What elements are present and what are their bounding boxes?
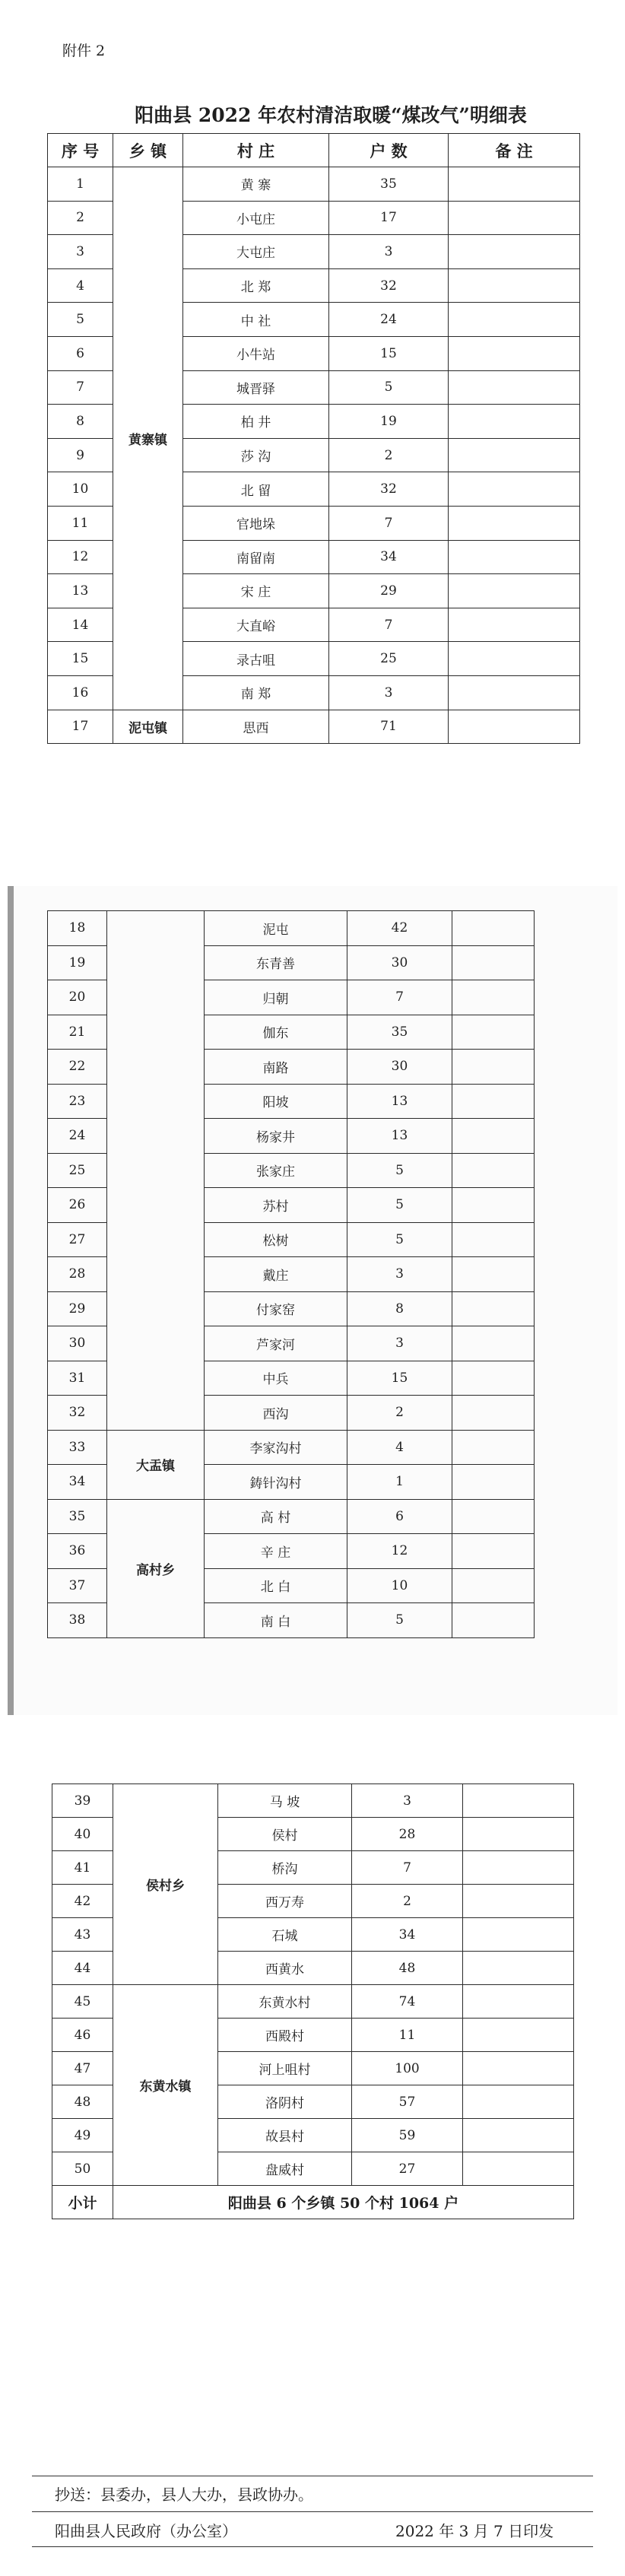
row-number: 3: [48, 235, 113, 269]
village-name: 北 白: [205, 1568, 347, 1603]
household-count: 15: [347, 1361, 452, 1396]
row-number: 7: [48, 370, 113, 405]
page-1: [0, 0, 625, 852]
town-cell: 黄寨镇: [113, 167, 183, 710]
row-number: 21: [48, 1015, 107, 1050]
scan-edge-left: [8, 886, 14, 1715]
village-name: 侯村: [218, 1818, 352, 1851]
table-row: [48, 1499, 535, 1534]
remark-cell: [452, 1084, 535, 1119]
document-title: 阳曲县 2022 年农村清洁取暖“煤改气”明细表: [135, 104, 527, 126]
row-number: 23: [48, 1084, 107, 1119]
household-count: 34: [329, 540, 449, 574]
remark-cell: [449, 370, 580, 405]
remark-cell: [463, 2052, 574, 2085]
header-no: 序 号: [48, 134, 113, 167]
header-households: 户 数: [329, 134, 449, 167]
household-count: 5: [347, 1222, 452, 1257]
remark-cell: [449, 303, 580, 337]
remark-cell: [449, 438, 580, 472]
remark-cell: [452, 980, 535, 1015]
household-count: 15: [329, 336, 449, 370]
household-count: 35: [347, 1015, 452, 1050]
household-count: 6: [347, 1499, 452, 1534]
village-name: 小屯庄: [183, 201, 329, 235]
village-name: 东黄水村: [218, 1985, 352, 2019]
village-name: 辛 庄: [205, 1534, 347, 1569]
page-2: [8, 886, 617, 1715]
issuer: 阳曲县人民政府（办公室）: [55, 2522, 237, 2540]
village-name: 中 社: [183, 303, 329, 337]
row-number: 30: [48, 1326, 107, 1361]
remark-cell: [452, 1188, 535, 1223]
remark-cell: [463, 2085, 574, 2119]
row-number: 39: [52, 1784, 113, 1818]
row-number: 15: [48, 642, 113, 676]
row-number: 33: [48, 1430, 107, 1465]
remark-cell: [449, 167, 580, 202]
row-number: 12: [48, 540, 113, 574]
village-name: 故县村: [218, 2119, 352, 2152]
remark-cell: [452, 1326, 535, 1361]
household-count: 57: [352, 2085, 463, 2119]
household-count: 7: [329, 608, 449, 642]
row-number: 48: [52, 2085, 113, 2119]
village-name: 河上咀村: [218, 2052, 352, 2085]
row-number: 11: [48, 506, 113, 540]
row-number: 29: [48, 1291, 107, 1326]
household-count: 3: [352, 1784, 463, 1818]
household-count: 24: [329, 303, 449, 337]
village-name: 西殿村: [218, 2019, 352, 2052]
household-count: 3: [347, 1257, 452, 1292]
remark-cell: [463, 1918, 574, 1952]
remark-cell: [449, 268, 580, 303]
household-count: 74: [352, 1985, 463, 2019]
row-number: 4: [48, 268, 113, 303]
household-count: 5: [347, 1603, 452, 1638]
remark-cell: [463, 1885, 574, 1918]
row-number: 40: [52, 1818, 113, 1851]
village-name: 黄 寨: [183, 167, 329, 202]
village-name: 苏村: [205, 1188, 347, 1223]
household-count: 2: [329, 438, 449, 472]
household-count: 3: [329, 235, 449, 269]
village-name: 宋 庄: [183, 574, 329, 608]
remark-cell: [449, 201, 580, 235]
household-count: 5: [329, 370, 449, 405]
row-number: 41: [52, 1851, 113, 1885]
remark-cell: [449, 675, 580, 710]
remark-cell: [452, 945, 535, 980]
row-number: 25: [48, 1153, 107, 1188]
village-name: 北 郑: [183, 268, 329, 303]
town-cell: 东黄水镇: [113, 1985, 218, 2186]
row-number: 45: [52, 1985, 113, 2019]
row-number: 16: [48, 675, 113, 710]
row-number: 13: [48, 574, 113, 608]
village-name: 莎 沟: [183, 438, 329, 472]
remark-cell: [452, 1430, 535, 1465]
remark-cell: [463, 1784, 574, 1818]
household-count: 11: [352, 2019, 463, 2052]
household-count: 19: [329, 405, 449, 439]
village-name: 大直峪: [183, 608, 329, 642]
household-count: 10: [347, 1568, 452, 1603]
subtotal-label: 小计: [52, 2186, 113, 2219]
header-town: 乡 镇: [113, 134, 183, 167]
village-name: 阳坡: [205, 1084, 347, 1119]
village-name: 南留南: [183, 540, 329, 574]
table-row: [48, 167, 580, 202]
row-number: 44: [52, 1952, 113, 1985]
subtotal-row: [52, 2186, 574, 2219]
remark-cell: [449, 608, 580, 642]
row-number: 22: [48, 1050, 107, 1085]
remark-cell: [449, 405, 580, 439]
remark-cell: [463, 2152, 574, 2186]
table-row: [52, 1985, 574, 2019]
row-number: 6: [48, 336, 113, 370]
village-name: 柏 井: [183, 405, 329, 439]
village-name: 伽东: [205, 1015, 347, 1050]
table-row: [48, 1430, 535, 1465]
row-number: 9: [48, 438, 113, 472]
household-count: 25: [329, 642, 449, 676]
row-number: 34: [48, 1465, 107, 1500]
issue-date: 2022 年 3 月 7 日印发: [395, 2522, 554, 2540]
village-name: 鋳针沟村: [205, 1465, 347, 1500]
village-name: 洛阴村: [218, 2085, 352, 2119]
household-count: 27: [352, 2152, 463, 2186]
village-name: 南 白: [205, 1603, 347, 1638]
household-count: 2: [347, 1396, 452, 1431]
household-count: 3: [329, 675, 449, 710]
village-name: 石城: [218, 1918, 352, 1952]
header-remark: 备 注: [449, 134, 580, 167]
row-number: 24: [48, 1119, 107, 1154]
household-count: 8: [347, 1291, 452, 1326]
remark-cell: [452, 1568, 535, 1603]
household-count: 5: [347, 1153, 452, 1188]
table-row: [52, 1784, 574, 1818]
household-count: 4: [347, 1430, 452, 1465]
remark-cell: [463, 1952, 574, 1985]
village-name: 付家窑: [205, 1291, 347, 1326]
household-count: 7: [352, 1851, 463, 1885]
row-number: 19: [48, 945, 107, 980]
village-name: 杨家井: [205, 1119, 347, 1154]
subtotal-text: 阳曲县 6 个乡镇 50 个村 1064 户: [113, 2186, 574, 2219]
village-name: 归朝: [205, 980, 347, 1015]
remark-cell: [449, 710, 580, 744]
row-number: 26: [48, 1188, 107, 1223]
remark-cell: [452, 1361, 535, 1396]
village-name: 北 留: [183, 472, 329, 507]
village-name: 戴庄: [205, 1257, 347, 1292]
remark-cell: [452, 1119, 535, 1154]
town-cell: 侯村乡: [113, 1784, 218, 1985]
row-number: 43: [52, 1918, 113, 1952]
village-name: 思西: [183, 710, 329, 744]
village-name: 西万寿: [218, 1885, 352, 1918]
village-name: 城晋驿: [183, 370, 329, 405]
remark-cell: [452, 1257, 535, 1292]
remark-cell: [452, 1153, 535, 1188]
remark-cell: [463, 2119, 574, 2152]
remark-cell: [463, 1851, 574, 1885]
town-cell: 大盂镇: [107, 1430, 205, 1499]
row-number: 20: [48, 980, 107, 1015]
village-name: 官地垛: [183, 506, 329, 540]
town-cell: 高村乡: [107, 1499, 205, 1637]
household-count: 34: [352, 1918, 463, 1952]
row-number: 17: [48, 710, 113, 744]
row-number: 42: [52, 1885, 113, 1918]
row-number: 8: [48, 405, 113, 439]
household-count: 29: [329, 574, 449, 608]
remark-cell: [449, 336, 580, 370]
row-number: 1: [48, 167, 113, 202]
table-row: [48, 710, 580, 744]
remark-cell: [452, 1396, 535, 1431]
village-name: 松树: [205, 1222, 347, 1257]
village-name: 南路: [205, 1050, 347, 1085]
table-body: [48, 167, 580, 744]
row-number: 49: [52, 2119, 113, 2152]
row-number: 5: [48, 303, 113, 337]
household-count: 59: [352, 2119, 463, 2152]
household-count: 2: [352, 1885, 463, 1918]
household-count: 71: [329, 710, 449, 744]
village-name: 大屯庄: [183, 235, 329, 269]
village-name: 泥屯: [205, 911, 347, 946]
town-cell: [107, 911, 205, 1431]
village-name: 张家庄: [205, 1153, 347, 1188]
remark-cell: [452, 1603, 535, 1638]
remark-cell: [463, 2019, 574, 2052]
household-count: 30: [347, 1050, 452, 1085]
row-number: 28: [48, 1257, 107, 1292]
household-count: 30: [347, 945, 452, 980]
remark-cell: [463, 1985, 574, 2019]
village-name: 中兵: [205, 1361, 347, 1396]
remark-cell: [449, 506, 580, 540]
household-count: 42: [347, 911, 452, 946]
household-count: 3: [347, 1326, 452, 1361]
row-number: 32: [48, 1396, 107, 1431]
remark-cell: [452, 1534, 535, 1569]
row-number: 31: [48, 1361, 107, 1396]
row-number: 46: [52, 2019, 113, 2052]
village-name: 芦家河: [205, 1326, 347, 1361]
row-number: 37: [48, 1568, 107, 1603]
household-count: 48: [352, 1952, 463, 1985]
village-name: 南 郑: [183, 675, 329, 710]
village-name: 马 坡: [218, 1784, 352, 1818]
table-row: [48, 911, 535, 946]
row-number: 27: [48, 1222, 107, 1257]
household-count: 28: [352, 1818, 463, 1851]
row-number: 14: [48, 608, 113, 642]
household-count: 35: [329, 167, 449, 202]
remark-cell: [452, 1015, 535, 1050]
header-village: 村 庄: [183, 134, 329, 167]
remark-cell: [449, 574, 580, 608]
remark-cell: [463, 1818, 574, 1851]
remark-cell: [452, 1465, 535, 1500]
remark-cell: [452, 1291, 535, 1326]
footer-rule-middle: [32, 2511, 593, 2512]
village-name: 李家沟村: [205, 1430, 347, 1465]
table-header-row: [48, 134, 580, 167]
row-number: 18: [48, 911, 107, 946]
village-name: 盘威村: [218, 2152, 352, 2186]
household-count: 7: [329, 506, 449, 540]
row-number: 38: [48, 1603, 107, 1638]
village-name: 桥沟: [218, 1851, 352, 1885]
village-name: 高 村: [205, 1499, 347, 1534]
row-number: 36: [48, 1534, 107, 1569]
remark-cell: [452, 1222, 535, 1257]
row-number: 50: [52, 2152, 113, 2186]
village-name: 东青善: [205, 945, 347, 980]
household-count: 32: [329, 472, 449, 507]
remark-cell: [452, 911, 535, 946]
remark-cell: [449, 540, 580, 574]
detail-table-page2: [47, 910, 535, 1638]
household-count: 5: [347, 1188, 452, 1223]
remark-cell: [449, 642, 580, 676]
annex-label: 附件 2: [62, 43, 106, 59]
detail-table-page3: [52, 1784, 574, 2219]
household-count: 13: [347, 1084, 452, 1119]
household-count: 17: [329, 201, 449, 235]
row-number: 35: [48, 1499, 107, 1534]
household-count: 100: [352, 2052, 463, 2085]
remark-cell: [449, 235, 580, 269]
remark-cell: [452, 1499, 535, 1534]
row-number: 2: [48, 201, 113, 235]
household-count: 12: [347, 1534, 452, 1569]
row-number: 47: [52, 2052, 113, 2085]
household-count: 32: [329, 268, 449, 303]
household-count: 7: [347, 980, 452, 1015]
village-name: 录古咀: [183, 642, 329, 676]
household-count: 1: [347, 1465, 452, 1500]
village-name: 小牛站: [183, 336, 329, 370]
household-count: 13: [347, 1119, 452, 1154]
table-body: [52, 1784, 574, 2186]
footer-rule-bottom: [32, 2546, 593, 2547]
page-3: [0, 1742, 625, 2576]
remark-cell: [452, 1050, 535, 1085]
row-number: 10: [48, 472, 113, 507]
detail-table-page1: [47, 133, 580, 744]
remark-cell: [449, 472, 580, 507]
cc-line: 抄送：县委办，县人大办，县政协办。: [55, 2485, 313, 2504]
town-cell: 泥屯镇: [113, 710, 183, 744]
table-body: [48, 911, 535, 1638]
village-name: 西黄水: [218, 1952, 352, 1985]
village-name: 西沟: [205, 1396, 347, 1431]
